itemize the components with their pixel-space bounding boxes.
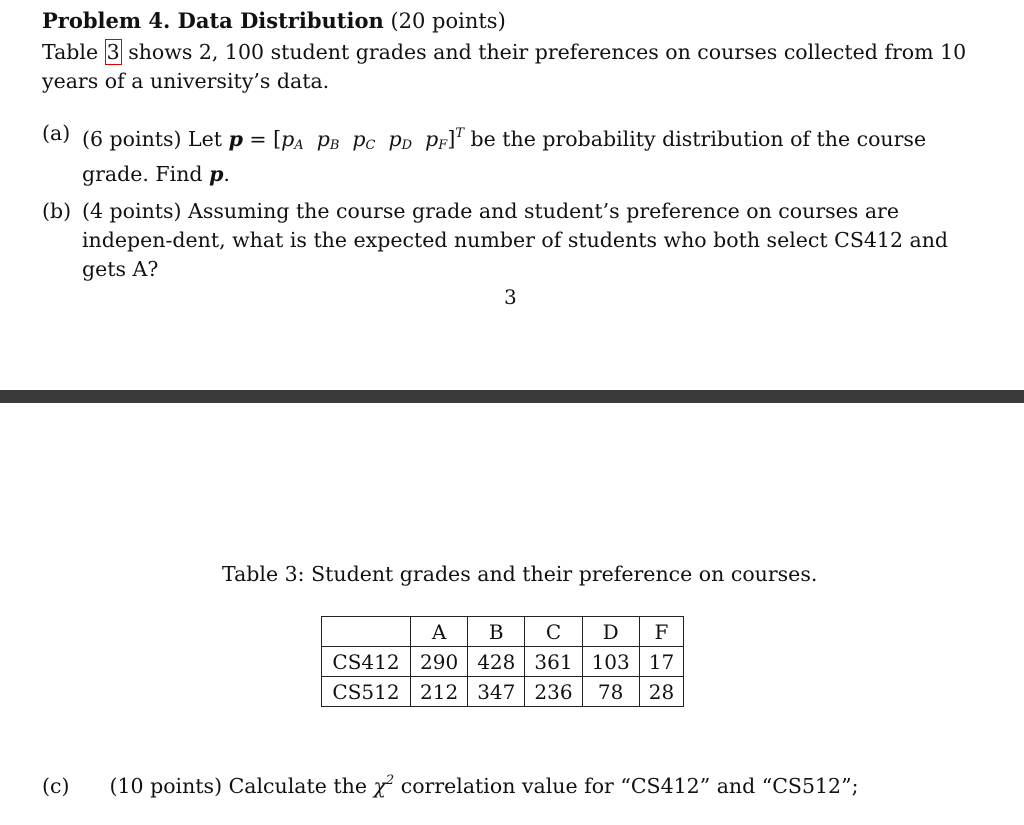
problem-intro — [42, 38, 992, 96]
cell-f: 17 — [639, 647, 683, 677]
cell-d: 78 — [582, 677, 639, 707]
cell-b: 347 — [468, 677, 525, 707]
cell-d: 103 — [582, 647, 639, 677]
part-a-eq: = [ — [242, 127, 282, 151]
row-course: CS412 — [322, 647, 411, 677]
part-a-text-mid: be the probability distribution of the course grade. Find — [82, 127, 927, 186]
part-a-text-end: . — [223, 162, 230, 186]
p-sym-4: p — [388, 127, 402, 151]
page-divider — [0, 390, 1024, 403]
table-caption: Table 3: Student grades and their preference on courses. — [222, 562, 818, 586]
table-row — [322, 647, 684, 677]
p-sub-a: A — [294, 138, 304, 153]
chi-symbol: χ — [373, 774, 386, 798]
header-c: C — [525, 617, 582, 647]
part-b-text: (4 points) Assuming the course grade and student’s preference on courses are indepen-dent, what is the expected number of students who both select CS412 and gets A? — [82, 199, 949, 281]
cell-a: 212 — [411, 677, 468, 707]
p-sym-3: p — [352, 127, 366, 151]
p-sub-f: F — [438, 138, 448, 153]
p-sym-5: p — [425, 127, 439, 151]
cell-c: 236 — [525, 677, 582, 707]
vector-p: p — [228, 127, 243, 151]
part-a-label: (a) — [42, 121, 71, 145]
transpose-sup: T — [455, 126, 464, 141]
part-a-text-pre: (6 points) Let — [82, 127, 229, 151]
header-d: D — [582, 617, 639, 647]
cell-c: 361 — [525, 647, 582, 677]
part-a — [42, 119, 992, 189]
page-top — [0, 0, 1024, 390]
header-b: B — [468, 617, 525, 647]
vector-p-2: p — [209, 162, 224, 186]
table-header-row — [322, 617, 684, 647]
page-number: 3 — [504, 285, 517, 309]
page-bottom — [0, 403, 1024, 825]
part-b-label: (b) — [42, 199, 72, 223]
p-sym-1: p — [281, 127, 295, 151]
chi-sup: 2 — [385, 773, 395, 788]
intro-text-post: shows 2, 100 student grades and their preferences on courses collected from 10 years of a university’s data. — [42, 40, 967, 93]
table-row — [322, 677, 684, 707]
intro-text-pre: Table — [42, 40, 105, 64]
cell-f: 28 — [639, 677, 683, 707]
header-a: A — [411, 617, 468, 647]
table-reference-link[interactable]: 3 — [106, 40, 120, 64]
part-c-text-pre: (10 points) Calculate the — [109, 774, 374, 798]
cell-b: 428 — [468, 647, 525, 677]
bracket-close: ] — [447, 127, 456, 151]
p-sym-2: p — [316, 127, 330, 151]
problem-title — [42, 8, 506, 33]
part-c — [42, 773, 859, 798]
p-sub-b: B — [329, 138, 340, 153]
problem-points: (20 points) — [390, 9, 506, 33]
p-sub-d: D — [401, 138, 413, 153]
part-c-text — [109, 774, 858, 798]
header-f: F — [639, 617, 683, 647]
problem-title-bold: Problem 4. Data Distribution — [42, 8, 384, 33]
grades-table — [321, 616, 684, 707]
p-sub-c: C — [365, 138, 376, 153]
row-course: CS512 — [322, 677, 411, 707]
table-corner-cell — [322, 617, 411, 647]
part-b — [42, 197, 992, 284]
part-c-label: (c) — [42, 774, 70, 798]
cell-a: 290 — [411, 647, 468, 677]
part-a-text — [82, 119, 992, 189]
part-c-text-post: correlation value for “CS412” and “CS512”; — [394, 774, 859, 798]
